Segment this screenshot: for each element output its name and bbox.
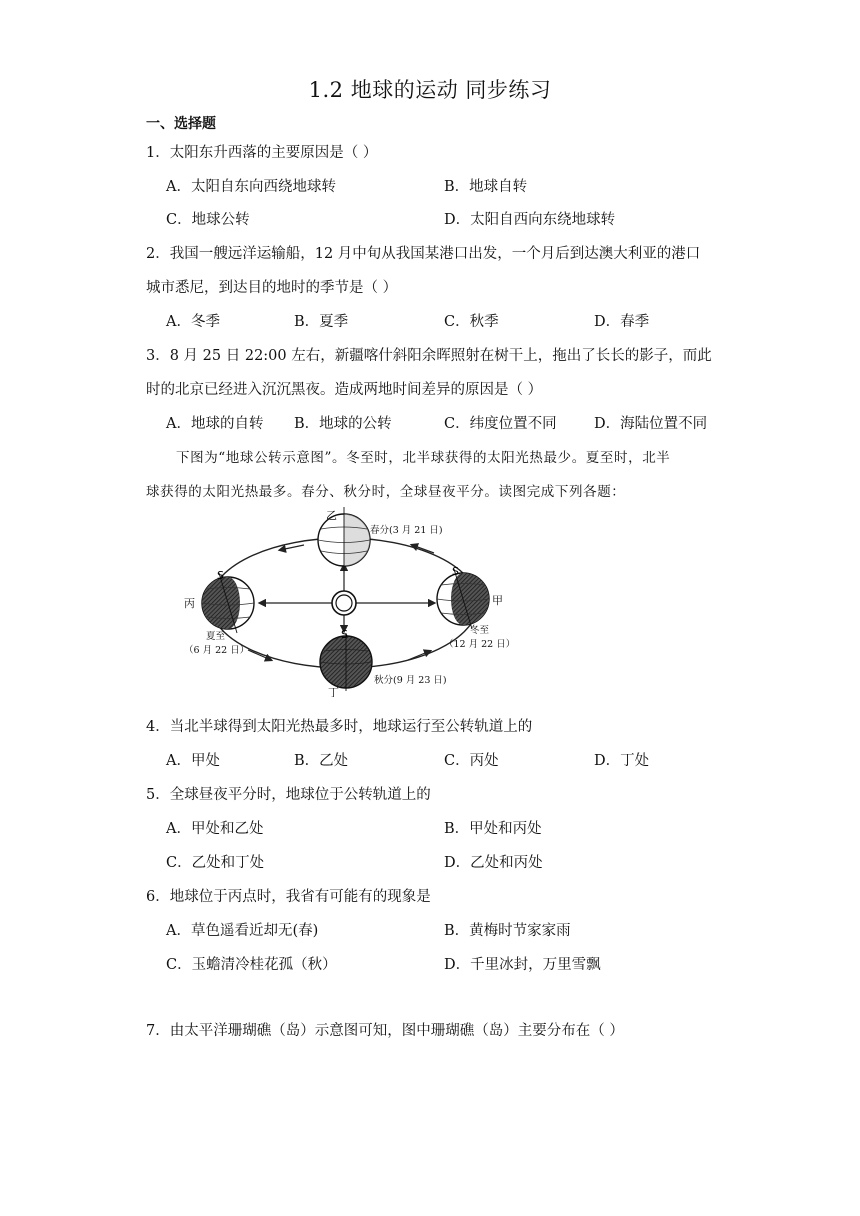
question-6-option-a: A．草色遥看近却无(春) xyxy=(166,923,319,939)
svg-text:S: S xyxy=(452,565,459,578)
summer-solstice-date: （6 月 22 日） xyxy=(184,645,250,656)
question-2-stem-line1: 2．我国一艘远洋运输船，12 月中旬从我国某港口出发，一个月后到达澳大利亚的港口 xyxy=(146,246,701,262)
earth-ding-name: 丁 xyxy=(328,686,339,697)
summer-solstice-label: 夏至 xyxy=(206,631,226,642)
question-5-stem: 5．全球昼夜平分时，地球位于公转轨道上的 xyxy=(146,787,431,803)
question-1-option-d: D．太阳自西向东绕地球转 xyxy=(444,212,616,228)
earth-revolution-diagram xyxy=(176,507,546,697)
question-6-option-d: D．千里冰封，万里雪飘 xyxy=(444,957,601,973)
question-5-option-b: B．甲处和丙处 xyxy=(444,821,542,837)
earth-jia-winter xyxy=(437,565,489,629)
orbit-direction-arrow xyxy=(248,650,271,660)
question-1-option-a: A．太阳自东向西绕地球转 xyxy=(166,179,336,195)
question-2-option-b: B．夏季 xyxy=(294,314,349,330)
earth-jia-name: 甲 xyxy=(492,594,503,607)
earth-bing-summer xyxy=(202,569,254,633)
question-7-stem: 7．由太平洋珊瑚礁（岛）示意图可知，图中珊瑚礁（岛）主要分布在（ ） xyxy=(146,1023,624,1039)
spring-equinox-label: 春分(3 月 21 日) xyxy=(370,525,443,536)
question-6-stem: 6．地球位于丙点时，我省有可能有的现象是 xyxy=(146,889,431,905)
question-4-option-c: C．丙处 xyxy=(444,753,499,769)
question-2-option-a: A．冬季 xyxy=(166,314,220,330)
orbit-direction-arrow xyxy=(412,545,434,553)
question-3-option-c: C．纬度位置不同 xyxy=(444,416,557,432)
question-3-option-a: A．地球的自转 xyxy=(166,416,264,432)
question-6-option-c: C．玉蟾清冷桂花孤（秋） xyxy=(166,957,337,973)
question-2-option-d: D．春季 xyxy=(594,314,650,330)
section-heading: 一、选择题 xyxy=(146,116,216,132)
question-3-option-b: B．地球的公转 xyxy=(294,416,392,432)
earth-ding-autumn xyxy=(320,628,372,691)
winter-solstice-label: 冬至 xyxy=(470,625,490,636)
earth-bing-name: 丙 xyxy=(184,597,195,610)
winter-solstice-date: （12 月 22 日） xyxy=(444,639,516,650)
svg-text:S: S xyxy=(217,569,224,582)
question-5-option-a: A．甲处和乙处 xyxy=(166,821,264,837)
diagram-intro-line1: 下图为“地球公转示意图”。冬至时，北半球获得的太阳光热最少。夏至时，北半 xyxy=(176,450,671,466)
question-1-option-c: C．地球公转 xyxy=(166,212,250,228)
orbit-direction-arrow xyxy=(280,545,304,550)
question-3-stem-line1: 3．8 月 25 日 22:00 左右，新疆喀什斜阳余晖照射在树干上，拖出了长长的影子，而此 xyxy=(146,348,712,364)
question-6-option-b: B．黄梅时节家家雨 xyxy=(444,923,571,939)
question-4-stem: 4．当北半球得到太阳光热最多时，地球运行至公转轨道上的 xyxy=(146,719,533,735)
svg-text:S: S xyxy=(341,628,348,641)
diagram-intro-line2: 球获得的太阳光热最多。春分、秋分时，全球昼夜平分。读图完成下列各题： xyxy=(146,484,626,500)
page-title: 1.2 地球的运动 同步练习 xyxy=(308,78,552,102)
question-1-option-b: B．地球自转 xyxy=(444,179,528,195)
question-5-option-d: D．乙处和丙处 xyxy=(444,855,543,871)
question-4-option-d: D．丁处 xyxy=(594,753,650,769)
question-2-option-c: C．秋季 xyxy=(444,314,499,330)
autumn-equinox-label: 秋分(9 月 23 日) xyxy=(374,675,447,686)
earth-yi-name: 乙 xyxy=(326,509,337,522)
question-3-stem-line2: 时的北京已经进入沉沉黑夜。造成两地时间差异的原因是（ ） xyxy=(146,382,543,398)
question-4-option-b: B．乙处 xyxy=(294,753,349,769)
question-5-option-c: C．乙处和丁处 xyxy=(166,855,265,871)
question-2-stem-line2: 城市悉尼，到达目的地时的季节是（ ） xyxy=(146,280,398,296)
question-3-option-d: D．海陆位置不同 xyxy=(594,416,708,432)
question-1-stem: 1．太阳东升西落的主要原因是（ ） xyxy=(146,145,378,161)
orbit-direction-arrow xyxy=(408,651,430,660)
question-4-option-a: A．甲处 xyxy=(166,753,220,769)
